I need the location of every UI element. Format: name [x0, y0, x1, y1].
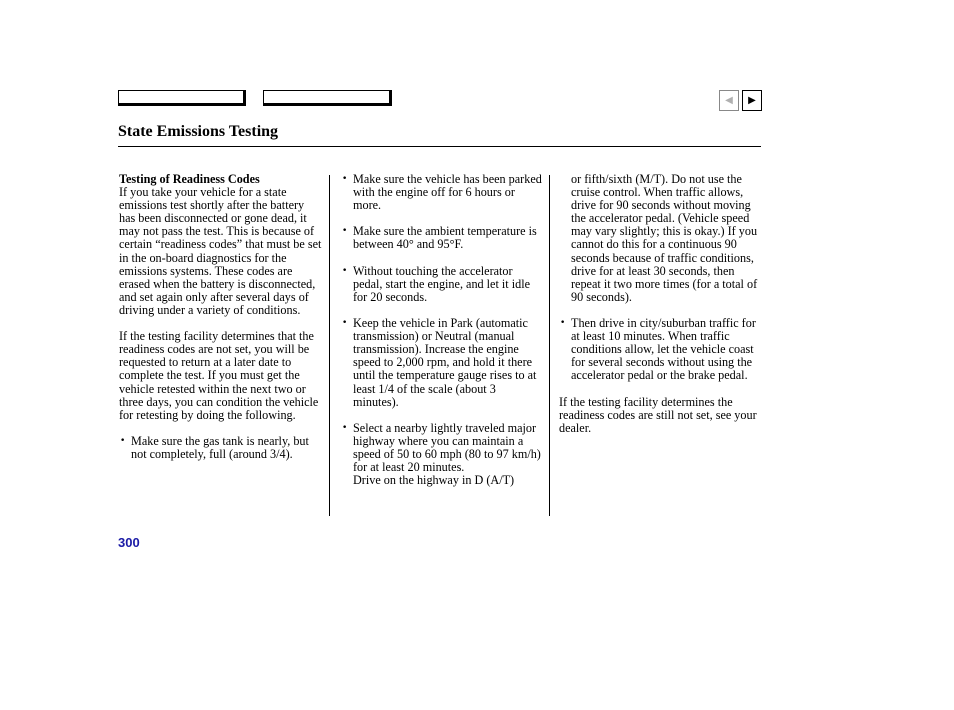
- list-item: • Make sure the vehicle has been parked with the engine off for 6 hours or more.: [342, 172, 542, 213]
- bullet-icon: •: [342, 174, 348, 184]
- list-item: • Without touching the accelerator pedal, start the engine, and let it idle for 20 seconds.: [342, 263, 530, 304]
- bullet-icon: •: [342, 422, 348, 433]
- list-item-continuation: Drive on the highway in D (A/T): [353, 473, 515, 488]
- page-title: State Emissions Testing: [118, 123, 279, 140]
- intro-paragraph: If you take your vehicle for a state emissions test shortly after the battery has been disconnected or gone dead, it may not pass the test. This is because of certain “readiness codes” that must be set in the on-board diagnostics for the emissions systems. These codes are erased when the battery is disconnected, and set again only after several days of driving under a variety of conditions.: [119, 185, 322, 317]
- bullet-icon: •: [560, 318, 566, 329]
- list-item: • Make sure the gas tank is nearly, but not completely, full (around 3/4).: [120, 433, 309, 461]
- text-column-2: [341, 173, 543, 487]
- list-item: • Select a nearby lightly traveled major highway where you can maintain a speed of 50 to 60 mph (80 to 97 km/h) for at least 20 minutes.: [342, 420, 541, 475]
- nav-contents-button[interactable]: [118, 90, 246, 106]
- dealer-paragraph: If the testing facility determines the readiness codes are still not set, see your dealer.: [559, 394, 757, 435]
- bullet-icon: •: [342, 265, 348, 276]
- column-divider: [329, 175, 330, 516]
- column-divider: [549, 175, 550, 516]
- retest-paragraph: If the testing facility determines that the readiness codes are not set, you will be requested to return at a later date to complete the test. If you must get the vehicle retested within the next two or three days, you can condition the vehicle for retesting by doing the following.: [119, 329, 319, 422]
- list-item-continuation: or fifth/sixth (M/T). Do not use the cruise control. When traffic allows, drive for 90 seconds without moving the accelerator pedal. (Vehicle speed may vary slightly; this is okay.) If you cannot do this for a continuous 90 seconds because of traffic conditions, drive for at least 30 seconds, then repeat it two more times (for a total of 90 seconds).: [571, 172, 758, 304]
- text-column-3: [559, 173, 763, 435]
- list-item: • Keep the vehicle in Park (automatic transmission) or Neutral (manual transmission). Increase the engine speed to 2,000 rpm, and hold it there until the temperature gauge rises to at least 1/4 of the scale (about 3 minutes).: [342, 316, 537, 409]
- text-column-1: [119, 173, 323, 461]
- next-page-button[interactable]: [742, 90, 762, 111]
- nav-index-button[interactable]: [263, 90, 392, 106]
- bullet-icon: •: [342, 318, 348, 329]
- title-divider: [118, 146, 761, 147]
- triangle-left-icon: ◀: [725, 94, 733, 106]
- prev-page-button[interactable]: [719, 90, 739, 111]
- bullet-icon: •: [120, 435, 126, 446]
- page-number: 300: [118, 535, 140, 550]
- bullet-icon: •: [342, 226, 348, 237]
- list-item: • Make sure the ambient temperature is between 40° and 95°F.: [342, 224, 537, 252]
- triangle-right-icon: ▶: [748, 94, 756, 106]
- list-item: • Then drive in city/suburban traffic for at least 10 minutes. When traffic conditions allow, let the vehicle coast for several seconds without using the accelerator pedal or the brake pedal.: [560, 316, 756, 383]
- section-subheading: Testing of Readiness Codes: [119, 172, 260, 186]
